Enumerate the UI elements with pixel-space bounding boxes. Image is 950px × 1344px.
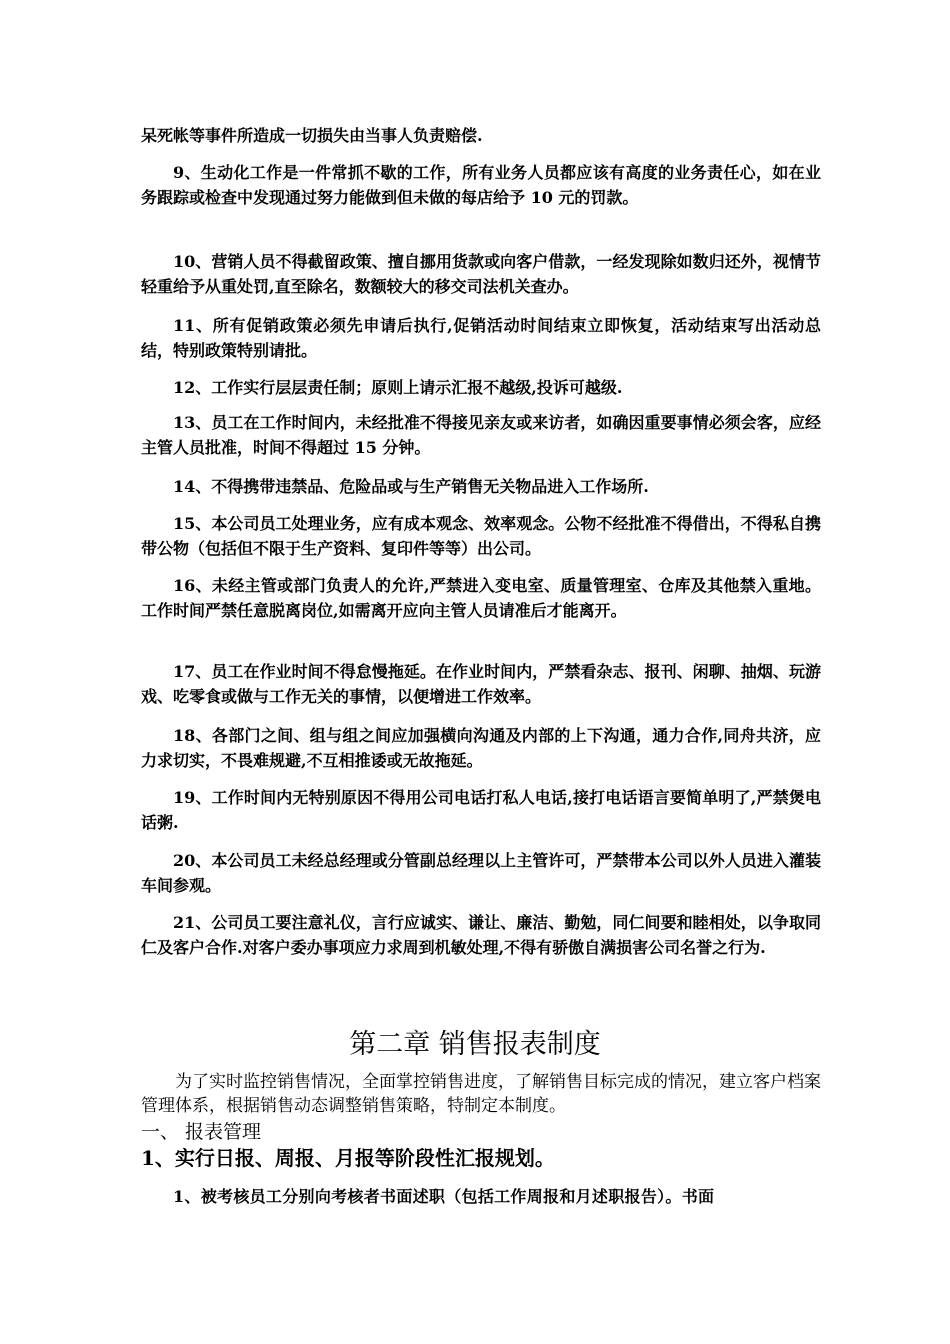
subsection-heading: 1、实行日报、周报、月报等阶段性汇报规划。 xyxy=(141,1146,555,1170)
rule-15: 15、本公司员工处理业务，应有成本观念、效率观念。公物不经批准不得借出，不得私自携带公物（包括但不限于生产资料、复印件等等）出公司。 xyxy=(141,514,821,558)
rule-17: 17、员工在作业时间不得怠慢拖延。在作业时间内，严禁看杂志、报刊、闲聊、抽烟、玩游戏、吃零食或做与工作无关的事情，以便增进工作效率。 xyxy=(141,662,821,706)
paragraph-continuation: 呆死帐等事件所造成一切损失由当事人负责赔偿. xyxy=(141,126,483,145)
rule-18: 18、各部门之间、组与组之间应加强横向沟通及内部的上下沟通，通力合作,同舟共济，应力求切实，不畏难规避,不互相推诿或无故拖延。 xyxy=(141,726,821,770)
section-heading: 一、 报表管理 xyxy=(141,1121,262,1143)
rule-16: 16、未经主管或部门负责人的允许,严禁进入变电室、质量管理室、仓库及其他禁入重地。工作时间严禁任意脱离岗位,如需离开应向主管人员请准后才能离开。 xyxy=(141,576,821,620)
rule-13: 13、员工在工作时间内，未经批准不得接见亲友或来访者，如确因重要事情必须会客，应经主管人员批准，时间不得超过 15 分钟。 xyxy=(141,413,821,457)
rule-21: 21、公司员工要注意礼仪，言行应诚实、谦让、廉洁、勤勉，同仁间要和睦相处，以争取同仁及客户合作.对客户委办事项应力求周到机敏处理,不得有骄傲自满损害公司名誉之行为. xyxy=(141,913,821,957)
rule-9: 9、生动化工作是一件常抓不歇的工作，所有业务人员都应该有高度的业务责任心，如在业务跟踪或检查中发现通过努力能做到但未做的每店给予 10 元的罚款。 xyxy=(141,163,821,207)
rule-14: 14、不得携带违禁品、危险品或与生产销售无关物品进入工作场所. xyxy=(173,477,649,496)
rule-10: 10、营销人员不得截留政策、擅自挪用货款或向客户借款，一经发现除如数归还外，视情节轻重给予从重处罚,直至除名，数额较大的移交司法机关查办。 xyxy=(141,252,821,296)
report-item-1: 1、被考核员工分别向考核者书面述职（包括工作周报和月述职报告）。书面 xyxy=(173,1187,715,1206)
rule-11: 11、所有促销政策必须先申请后执行,促销活动时间结束立即恢复，活动结束写出活动总结，特别政策特别请批。 xyxy=(141,316,821,360)
chapter-title: 第二章 销售报表制度 xyxy=(349,1029,601,1060)
chapter-intro: 为了实时监控销售情况，全面掌控销售进度，了解销售目标完成的情况，建立客户档案管理体系，根据销售动态调整销售策略，特制定本制度。 xyxy=(141,1072,821,1116)
rule-12: 12、工作实行层层责任制；原则上请示汇报不越级,投诉可越级. xyxy=(173,378,623,397)
rule-19: 19、工作时间内无特别原因不得用公司电话打私人电话,接打电话语言要简单明了,严禁煲电话粥. xyxy=(141,788,821,832)
rule-20: 20、本公司员工未经总经理或分管副总经理以上主管许可，严禁带本公司以外人员进入灌装车间参观。 xyxy=(141,851,821,895)
